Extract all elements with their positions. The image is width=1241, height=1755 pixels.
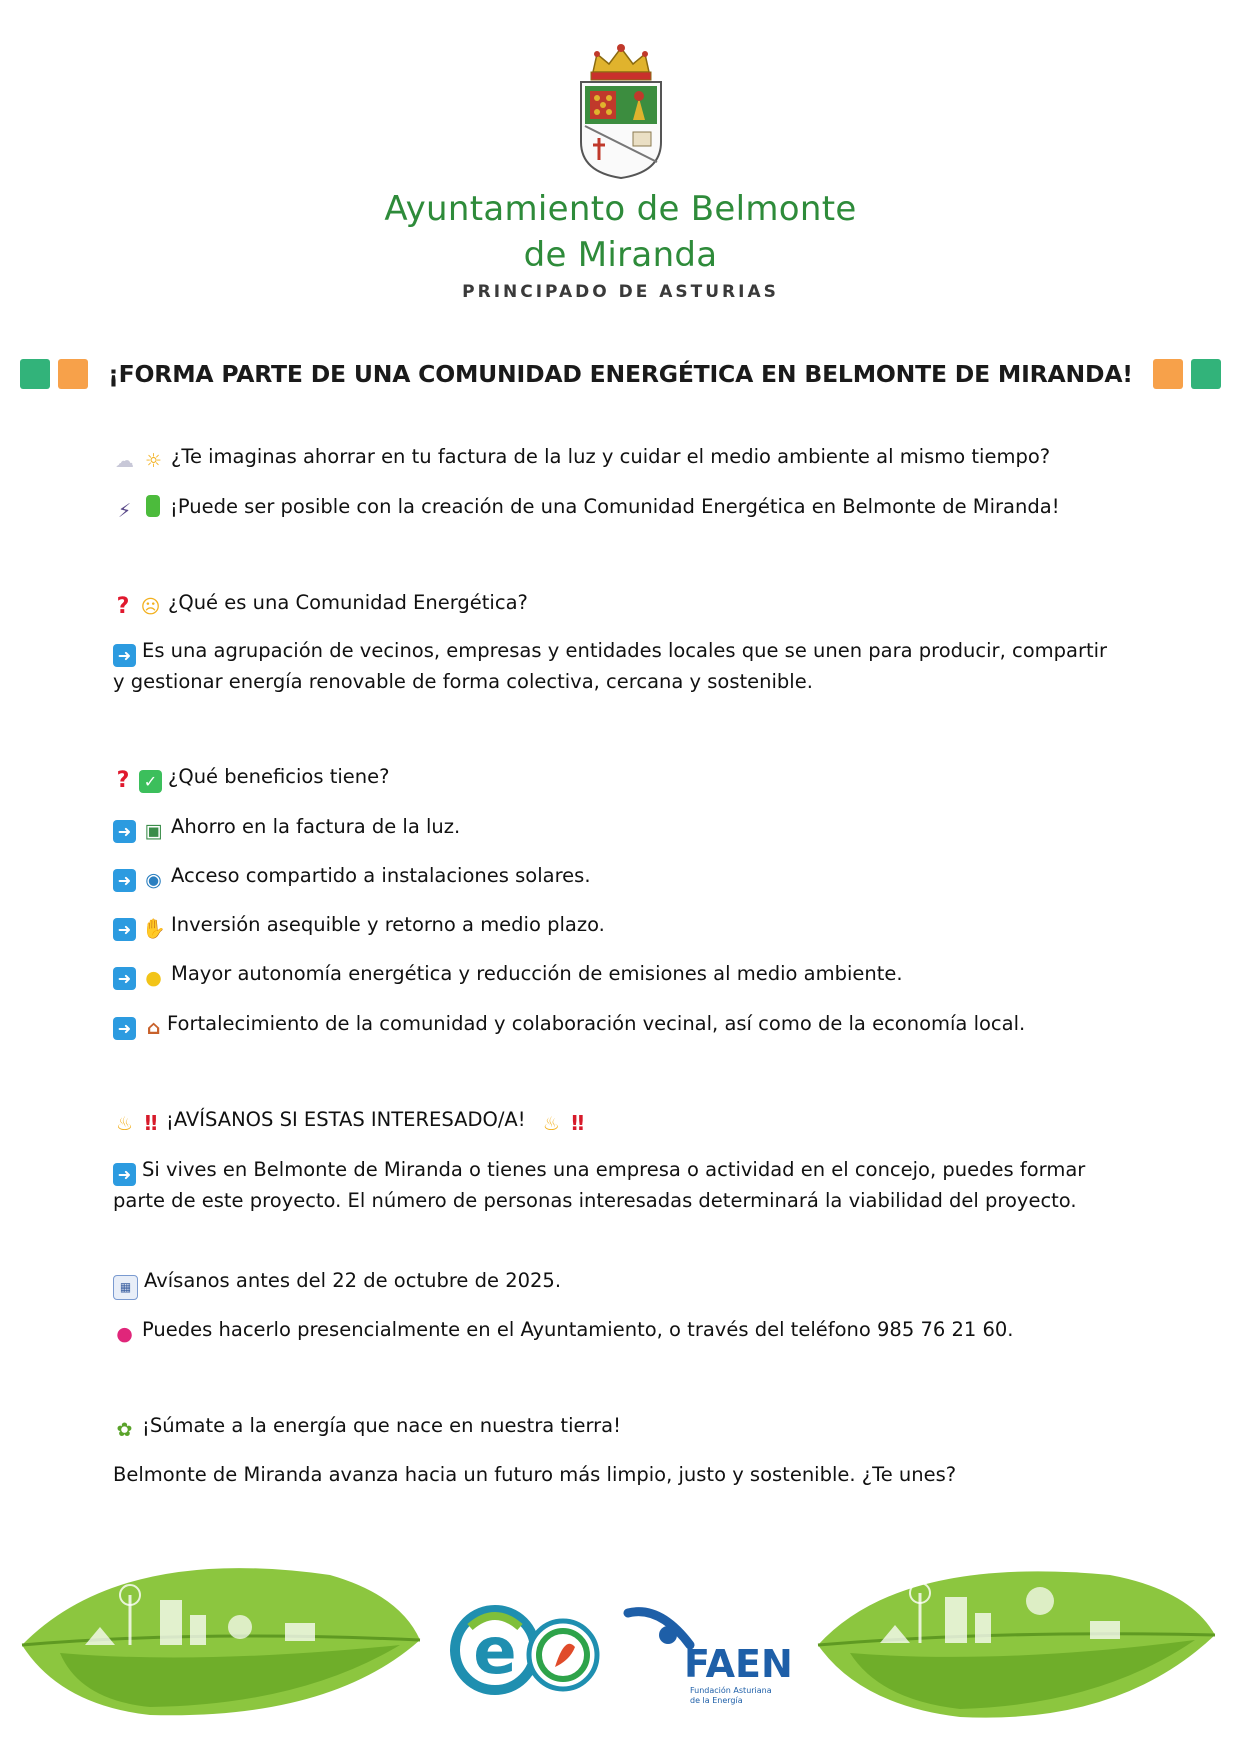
- arrow-right-icon: ➜: [113, 820, 136, 843]
- benefit-item: [113, 910, 1123, 941]
- what-is-heading: [113, 588, 1123, 619]
- bell-icon: ♨: [115, 1113, 134, 1135]
- green-square-icon: [1191, 359, 1221, 389]
- benefit-text: Ahorro en la factura de la luz.: [171, 815, 461, 838]
- benefits-heading: [113, 762, 1123, 793]
- thinking-face-icon: ☹: [140, 596, 161, 618]
- closing-line-2: [113, 1460, 1123, 1490]
- faen-sub-1: Fundación Asturiana: [690, 1686, 772, 1695]
- benefit-text: Fortalecimiento de la comunidad y colaboración vecinal, así como de la economía local.: [167, 1012, 1026, 1035]
- green-square-icon: [20, 359, 50, 389]
- orange-square-icon: [1153, 359, 1183, 389]
- benefit-item: [113, 1009, 1123, 1040]
- pin-icon: ●: [116, 1323, 133, 1345]
- intro-line-1: [113, 442, 1123, 473]
- globe-icon: ◉: [145, 869, 162, 891]
- region-subtitle: PRINCIPADO DE ASTURIAS: [462, 282, 779, 302]
- arrow-right-icon: ➜: [113, 1017, 136, 1040]
- contact-line: [113, 1315, 1123, 1346]
- double-exclamation-icon: ‼: [144, 1111, 158, 1135]
- benefit-item: [113, 812, 1123, 843]
- municipality-name-line2: de Miranda: [523, 235, 718, 275]
- benefit-text: Mayor autonomía energética y reducción de emisiones al medio ambiente.: [171, 962, 903, 985]
- bell-icon: ♨: [542, 1113, 560, 1135]
- closing-text-2: Belmonte de Miranda avanza hacia un futuro más limpio, justo y sostenible. ¿Te unes?: [113, 1463, 957, 1486]
- what-is-body: Es una agrupación de vecinos, empresas y entidades locales que se unen para producir, compartir y gestionar energía renovable de forma colectiva, cercana y sostenible.: [113, 639, 1108, 693]
- bulb-icon: ●: [145, 967, 162, 989]
- faen-name: FAEN: [684, 1642, 793, 1686]
- arrow-right-icon: ➜: [113, 918, 136, 941]
- eco-logo: [455, 1610, 597, 1690]
- benefit-text: Acceso compartido a instalaciones solares.: [171, 864, 591, 887]
- closing-line-1: [113, 1411, 1123, 1442]
- svg-text:e: e: [473, 1615, 517, 1689]
- crest-icon: [575, 42, 667, 180]
- notice-heading-text: ¡AVÍSANOS SI ESTAS INTERESADO/A!: [166, 1108, 526, 1131]
- arrow-right-icon: ➜: [113, 644, 136, 667]
- benefits-heading-text: ¿Qué beneficios tiene?: [168, 765, 390, 788]
- check-icon: ✓: [139, 770, 162, 793]
- orange-square-icon: [58, 359, 88, 389]
- arrow-right-icon: ➜: [113, 967, 136, 990]
- benefit-item: [113, 959, 1123, 990]
- double-exclamation-icon: ‼: [571, 1111, 585, 1135]
- benefit-item: [113, 861, 1123, 892]
- intro-line-2: [113, 492, 1123, 523]
- benefit-text: Inversión asequible y retorno a medio plazo.: [171, 913, 605, 936]
- notice-heading: [113, 1105, 1123, 1136]
- house-icon: ⌂: [146, 1017, 161, 1039]
- handshake-icon: ✋: [142, 918, 166, 940]
- deadline-line: [113, 1266, 1123, 1300]
- headline-title: ¡FORMA PARTE DE UNA COMUNIDAD ENERGÉTICA EN BELMONTE DE MIRANDA!: [108, 360, 1133, 388]
- thought-bubble-icon: ☁: [115, 450, 134, 472]
- question-icon: ?: [116, 594, 130, 619]
- plug-icon: ⚡: [117, 500, 132, 522]
- calendar-icon: ▦: [113, 1275, 138, 1300]
- money-icon: ▣: [144, 820, 163, 842]
- sun-icon: ☼: [144, 450, 163, 472]
- faen-logo: [628, 1612, 793, 1705]
- arrow-right-icon: ➜: [113, 869, 136, 892]
- footer-graphics: [0, 1535, 1241, 1735]
- notice-text: [113, 1155, 1123, 1216]
- headline-banner: [20, 352, 1221, 396]
- notice-body: Si vives en Belmonte de Miranda o tienes una empresa o actividad en el concejo, puedes formar parte de este proyecto. El número de personas interesadas determinará la viabilidad del proyecto.: [113, 1158, 1086, 1212]
- leaf-image: [22, 1568, 420, 1715]
- battery-icon: [146, 495, 160, 517]
- closing-text-1: ¡Súmate a la energía que nace en nuestra tierra!: [142, 1414, 621, 1437]
- arrow-right-icon: ➜: [113, 1163, 136, 1186]
- what-is-text: [113, 636, 1123, 697]
- municipality-name-line1: Ayuntamiento de Belmonte: [384, 189, 857, 229]
- contact-text: Puedes hacerlo presencialmente en el Ayuntamiento, o través del teléfono 985 76 21 60.: [142, 1318, 1014, 1341]
- what-is-heading-text: ¿Qué es una Comunidad Energética?: [168, 591, 528, 614]
- leaf-image: [818, 1571, 1215, 1717]
- intro-text-2: ¡Puede ser posible con la creación de una Comunidad Energética en Belmonte de Miranda!: [170, 495, 1060, 518]
- intro-text-1: ¿Te imaginas ahorrar en tu factura de la luz y cuidar el medio ambiente al mismo tiempo?: [171, 445, 1051, 468]
- question-icon: ?: [116, 768, 130, 793]
- faen-sub-2: de la Energía: [690, 1696, 743, 1705]
- deadline-text: Avísanos antes del 22 de octubre de 2025.: [144, 1269, 562, 1292]
- herb-icon: ✿: [116, 1419, 133, 1441]
